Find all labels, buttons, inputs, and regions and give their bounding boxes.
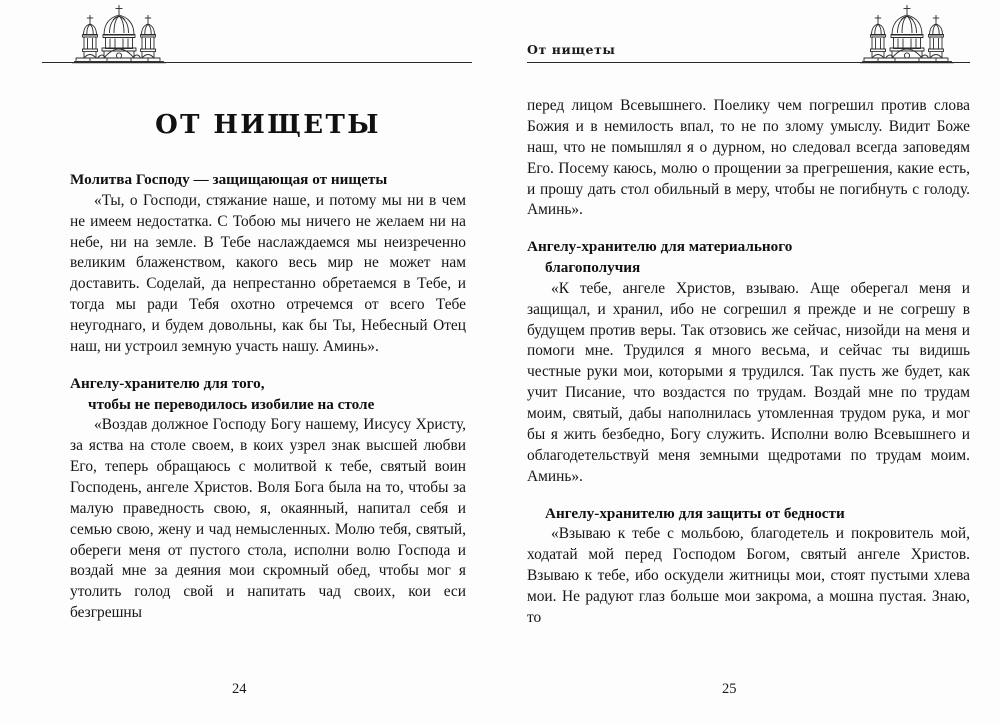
section-paragraph: «Взываю к тебе с мольбою, благодетель и покровитель мой, ходатай мой перед Господом Богом, святый ангеле Христов. Взываю к тебе, ибо оскудели житницы мои, стоят пустыми хлева мои. Не радуют глаз больше мои закрома, а мошна пустая. Знаю, то: [527, 525, 970, 626]
page-header-left: [42, 0, 472, 66]
folio-right: 25: [722, 681, 737, 697]
section-heading: Молитва Господу — защищающая от нищеты: [70, 171, 388, 188]
section-heading-line-1: Ангелу-хранителю для материального: [527, 238, 793, 256]
running-head-right: От нищеты: [527, 42, 616, 57]
textblock-right: [527, 96, 970, 644]
folio-left: 24: [232, 681, 247, 697]
page-header-right: [527, 0, 970, 66]
section-guardian-angel-prosperity: [527, 237, 970, 487]
section-heading-line-1: Ангелу-хранителю для того,: [70, 374, 265, 392]
chapter-title: ОТ НИЩЕТЫ: [155, 110, 381, 140]
section-guardian-angel-poverty: [527, 504, 970, 629]
section-paragraph: «К тебе, ангеле Христов, взываю. Аще оберегал меня и защищал, и хранил, ибо не согрешил я прежде и не согрешу в будущем против веры. Так отзовись же сейчас, низойди на меня и помоги мне. Трудился я много весьма, и сейчас ты видишь честные руки мои, которыми я трудился. Так пусть же будет, как учит Писание, что воздастся по трудам. Воздай мне по трудам моим, святый, дабы наполнилась утомленная трудом рука, и мог бы я жить безбедно, Богу служить. Исполни волю Всевышнего и облагодетельствуй меня земными щедротами по трудам моим. Аминь».: [527, 279, 970, 485]
section-heading-line-2: чтобы не переводилось изобилие на столе: [88, 395, 375, 413]
section-guardian-angel-abundance: [70, 374, 466, 624]
cathedral-vignette-icon: [848, 3, 966, 65]
section-heading-line-2: благополучия: [545, 259, 641, 276]
section-paragraph: «Воздав должное Господу Богу нашему, Иисусу Христу, за яства на столе своем, в коих узрел знак высшей любви Его, теперь обращаюсь с молитвой к тебе, святый воин Господень, ангеле Христов. Воля Бога была на то, чтобы за малую праведность свою, я, окаянный, напитал себя и семью свою, жену и чад немысленных. Молю тебя, святый, обереги меня от пустого стола, исполни волю Господа и воздай мне за деяния мои скромный обед, чтобы мог я утолить голод свой и напитать чад своих, кои еси безгрешны: [70, 416, 466, 622]
header-rule-right: [527, 62, 970, 63]
textblock-left: [70, 96, 466, 639]
section-heading: Ангелу-хранителю для защиты от бедности: [545, 504, 845, 522]
section-paragraph: перед лицом Всевышнего. Поелику чем погрешил против слова Божия и в немилость впал, то не по злому умыслу. Видит Боже наш, что не помышлял я о дурном, но следовал всегда заповедям Его. Посему каюсь, молю о прощении за прегрешения, какие есть, и прошу дать стол обильный в меру, чтобы не погибнуть с голоду. Аминь».: [527, 97, 970, 219]
page-right: [500, 0, 1000, 726]
section-continued-prayer: [527, 96, 970, 221]
section-prayer-to-lord: [70, 170, 466, 358]
section-paragraph: «Ты, о Господи, стяжание наше, и потому мы ни в чем не имеем недостатка. С Тобою мы ничего не желаем ни на небе, ни на земле. В Тебе наслаждаемся мы неизреченно великим блаженством, какого весь мир не может нам доставить. Соделай, да непрестанно обретаемся в Тебе, и тогда мы ради Тебя охотно отречемся от всего Тебе неугоднаго, и будем довольны, как бы Ты, Небесный Отец наш, ни устроил земную участь нашу. Аминь».: [70, 191, 466, 355]
header-rule-left: [42, 62, 472, 63]
cathedral-vignette-icon: [60, 3, 178, 65]
